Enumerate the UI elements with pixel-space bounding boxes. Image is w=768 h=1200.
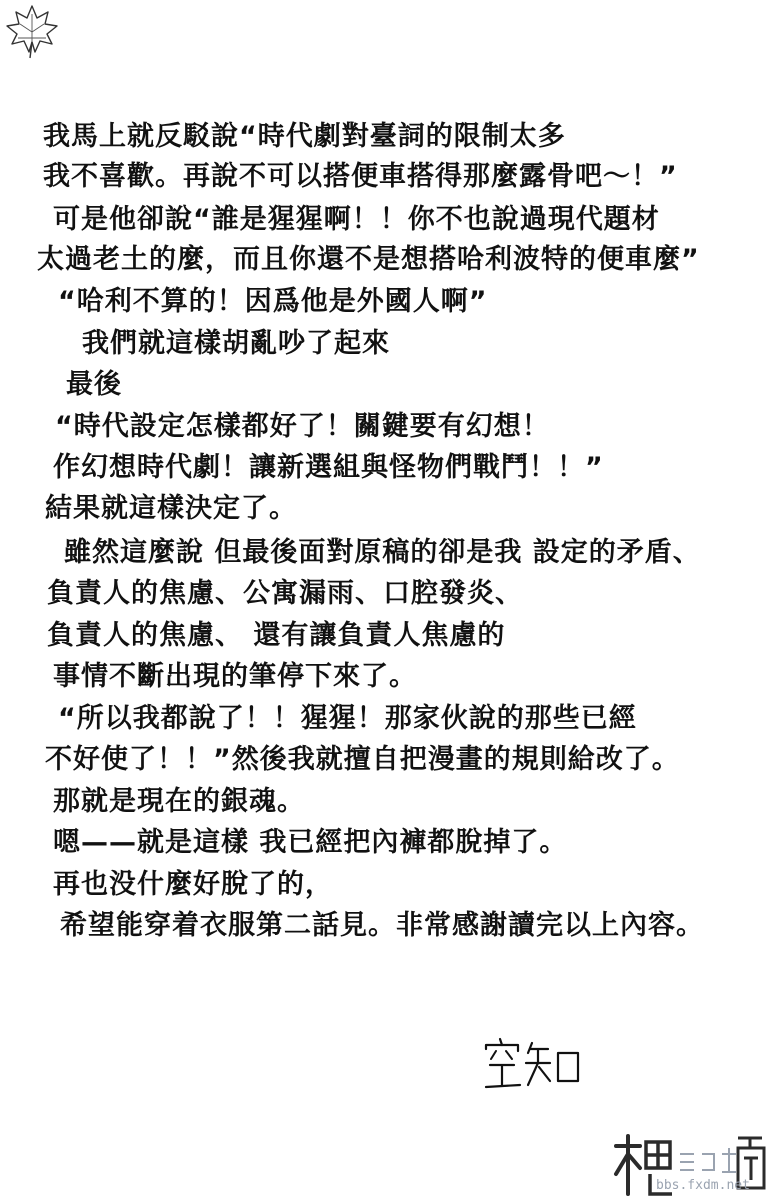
letter-line: 作幻想時代劇！讓新選組與怪物們戰鬥！！” bbox=[53, 452, 604, 483]
letter-line: 我馬上就反駁說“時代劇對臺詞的限制太多 bbox=[43, 121, 566, 152]
letter-line: 我不喜歡。再說不可以搭便車搭得那麼露骨吧～！” bbox=[43, 161, 678, 192]
letter-line: 再也没什麼好脫了的， bbox=[53, 869, 333, 900]
letter-line: “哈利不算的！因爲他是外國人啊” bbox=[58, 286, 488, 317]
letter-line: 我們就這樣胡亂吵了起來 bbox=[82, 328, 390, 359]
letter-line: 最後 bbox=[66, 369, 122, 400]
letter-line: 希望能穿着衣服第二話見。非常感謝讀完以上內容。 bbox=[60, 910, 704, 941]
letter-line: “時代設定怎樣都好了！關鍵要有幻想！ bbox=[55, 411, 550, 442]
letter-line: 事情不斷出現的筆停下來了。 bbox=[53, 661, 417, 692]
letter-line: 雖然這麼說 但最後面對原稿的卻是我 設定的矛盾、 bbox=[64, 537, 701, 568]
letter-line: “所以我都說了！！猩猩！那家伙說的那些已經 bbox=[58, 703, 637, 734]
watermark-url: bbs.fxdm.net bbox=[656, 1178, 750, 1193]
letter-line: 太過老土的麼，而且你還不是想搭哈利波特的便車麼” bbox=[37, 244, 700, 275]
letter-line: 嗯——就是這樣 我已經把內褲都脫掉了。 bbox=[53, 827, 568, 858]
letter-line: 那就是現在的銀魂。 bbox=[53, 786, 305, 817]
handwritten-signature bbox=[478, 1035, 588, 1095]
letter-line: 結果就這樣決定了。 bbox=[45, 493, 297, 524]
letter-line: 可是他卻說“誰是猩猩啊！！你不也說過現代題材 bbox=[53, 204, 660, 235]
letter-line: 負責人的焦慮、公寓漏雨、口腔發炎、 bbox=[47, 578, 523, 609]
letter-line: 負責人的焦慮、 還有讓負責人焦慮的 bbox=[47, 620, 506, 651]
letter-line: 不好使了！！”然後我就擅自把漫畫的規則給改了。 bbox=[45, 744, 680, 775]
